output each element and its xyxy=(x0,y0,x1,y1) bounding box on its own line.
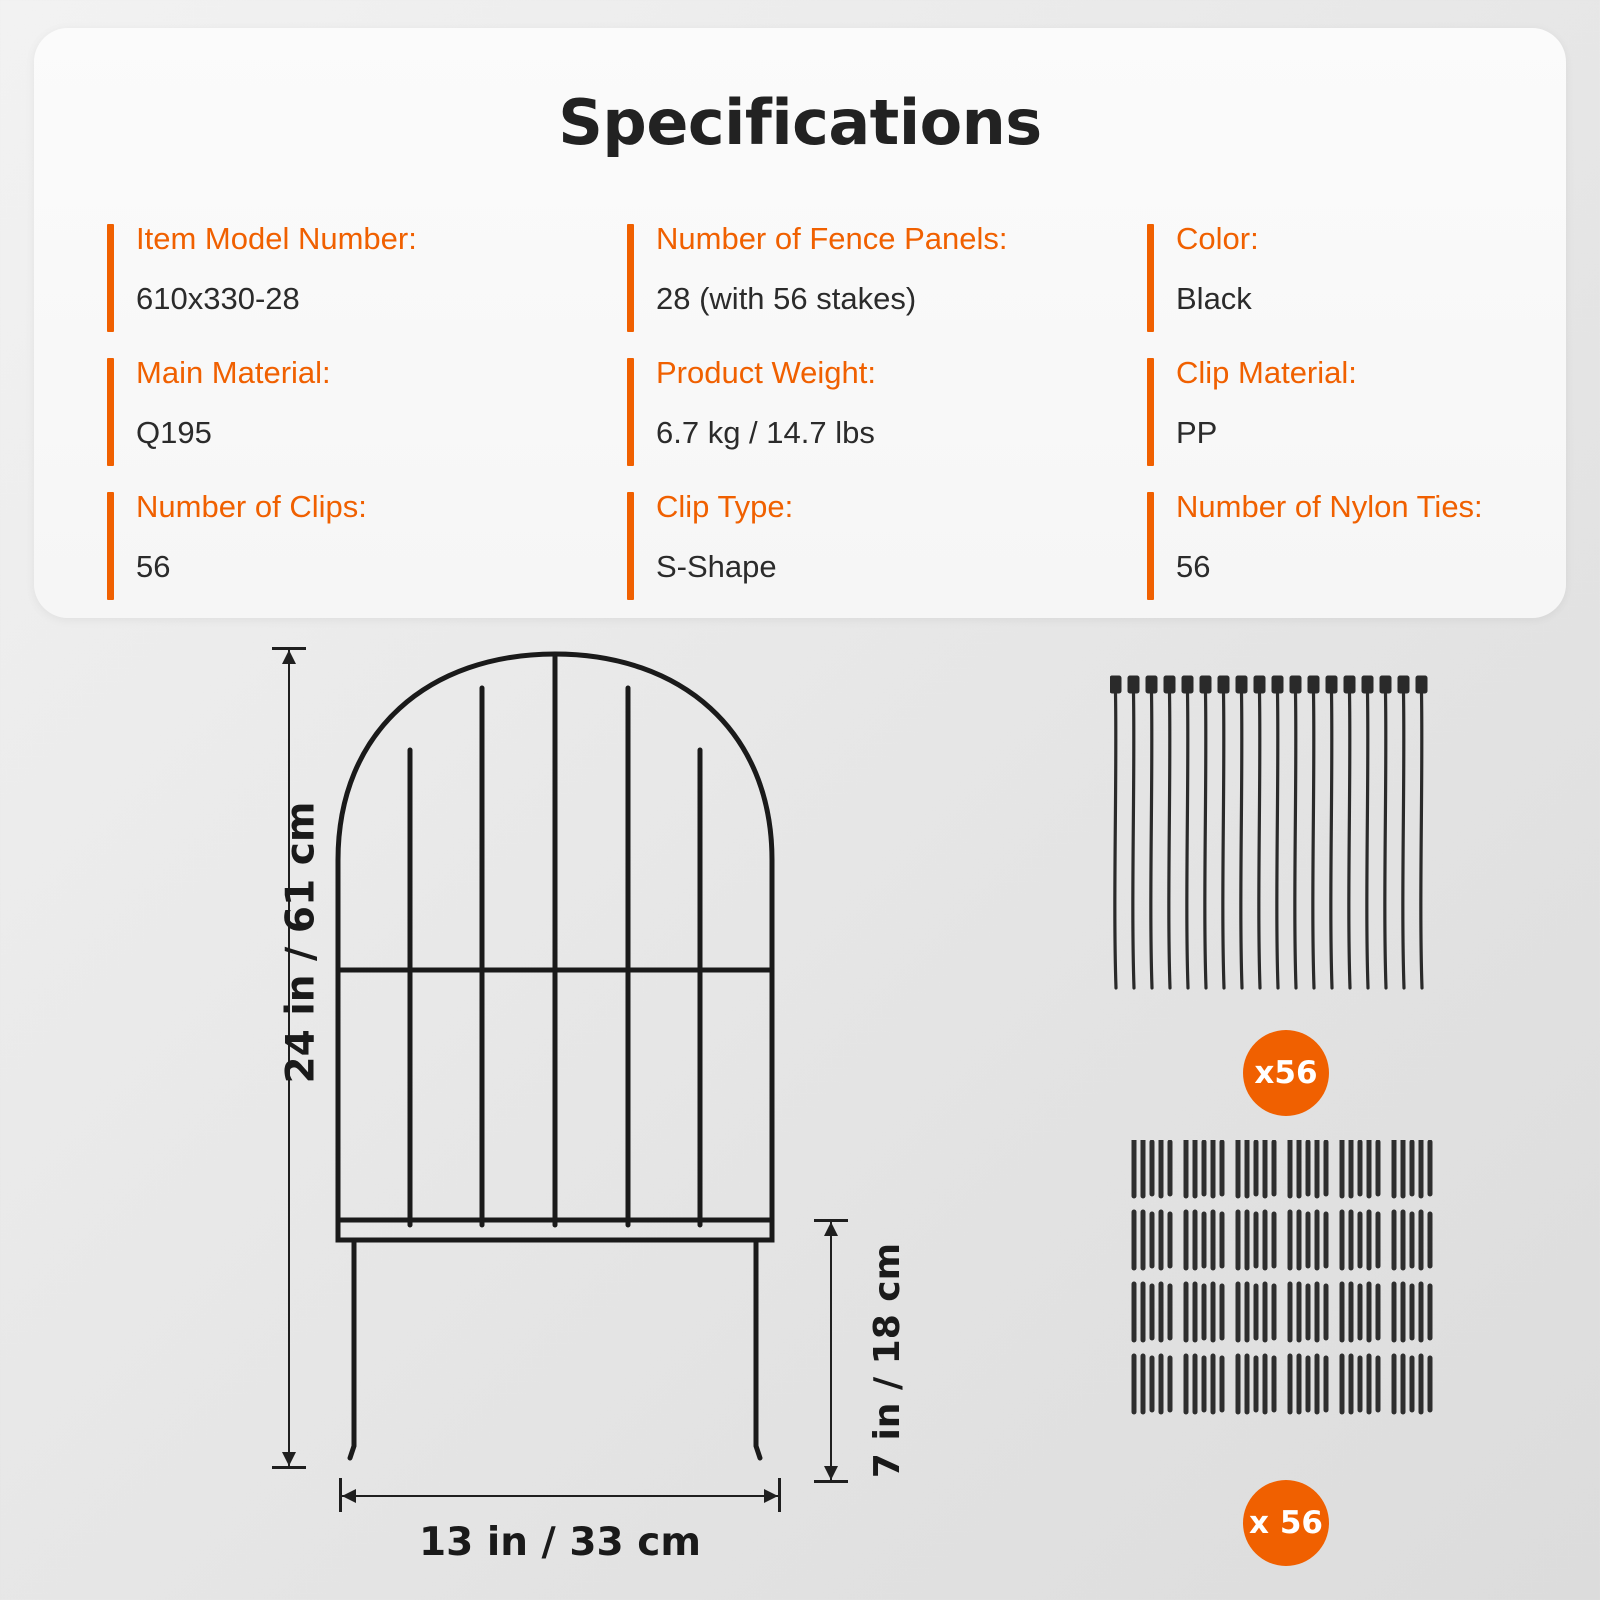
specifications-card xyxy=(34,28,1566,618)
spec-label: Number of Nylon Ties: xyxy=(1176,489,1483,524)
nylon-ties-icon xyxy=(1110,670,1470,1015)
product-dimension-diagram xyxy=(0,620,1600,1600)
arrow-up-icon xyxy=(282,650,296,664)
spec-value: 56 xyxy=(1176,549,1211,585)
s-clips-svg xyxy=(1130,1140,1460,1440)
spec-item-number-of-clips xyxy=(74,486,594,620)
spec-label: Clip Material: xyxy=(1176,355,1357,390)
stake-dimension-line xyxy=(830,1220,832,1482)
s-clips-icon xyxy=(1130,1140,1460,1445)
spec-item-number-of-fence-panels xyxy=(594,218,1114,352)
height-dimension-cap-bottom xyxy=(272,1466,306,1469)
spec-item-clip-material xyxy=(1114,352,1600,486)
spec-label: Number of Fence Panels: xyxy=(656,221,1008,256)
spec-value: Black xyxy=(1176,281,1252,317)
stake-dimension-cap-bottom xyxy=(814,1480,848,1483)
spec-value: Q195 xyxy=(136,415,212,451)
fence-panel-svg xyxy=(330,640,780,1470)
width-dimension-line xyxy=(340,1495,780,1497)
spec-label: Product Weight: xyxy=(656,355,876,390)
nylon-ties-count-badge: x56 xyxy=(1243,1030,1329,1116)
spec-value: 56 xyxy=(136,549,171,585)
spec-item-product-weight xyxy=(594,352,1114,486)
height-dimension-label: 24 in / 61 cm xyxy=(278,801,324,1084)
spec-label: Main Material: xyxy=(136,355,331,390)
spec-label: Number of Clips: xyxy=(136,489,367,524)
width-dimension-cap-right xyxy=(778,1478,781,1512)
spec-value: 610x330-28 xyxy=(136,281,300,317)
spec-item-number-of-nylon-ties xyxy=(1114,486,1600,620)
spec-item-main-material xyxy=(74,352,594,486)
nylon-ties-svg xyxy=(1110,670,1470,1010)
clips-count-badge: x 56 xyxy=(1243,1480,1329,1566)
arrow-right-icon xyxy=(764,1489,778,1503)
stake-dimension-label: 7 in / 18 cm xyxy=(867,1242,909,1479)
spec-item-color xyxy=(1114,218,1600,352)
spec-label: Item Model Number: xyxy=(136,221,417,256)
fence-panel-icon xyxy=(330,640,780,1470)
page-title: Specifications xyxy=(558,86,1042,159)
specifications-grid xyxy=(34,218,1566,620)
arrow-up-icon xyxy=(824,1222,838,1236)
spec-value: 28 (with 56 stakes) xyxy=(656,281,917,317)
spec-value: 6.7 kg / 14.7 lbs xyxy=(656,415,875,451)
spec-item-item-model-number xyxy=(74,218,594,352)
arrow-down-icon xyxy=(824,1466,838,1480)
width-dimension-label: 13 in / 33 cm xyxy=(419,1520,701,1565)
arrow-left-icon xyxy=(342,1489,356,1503)
spec-value: PP xyxy=(1176,415,1218,451)
spec-label: Clip Type: xyxy=(656,489,794,524)
arrow-down-icon xyxy=(282,1452,296,1466)
spec-value: S-Shape xyxy=(656,549,777,585)
spec-label: Color: xyxy=(1176,221,1259,256)
spec-item-clip-type xyxy=(594,486,1114,620)
